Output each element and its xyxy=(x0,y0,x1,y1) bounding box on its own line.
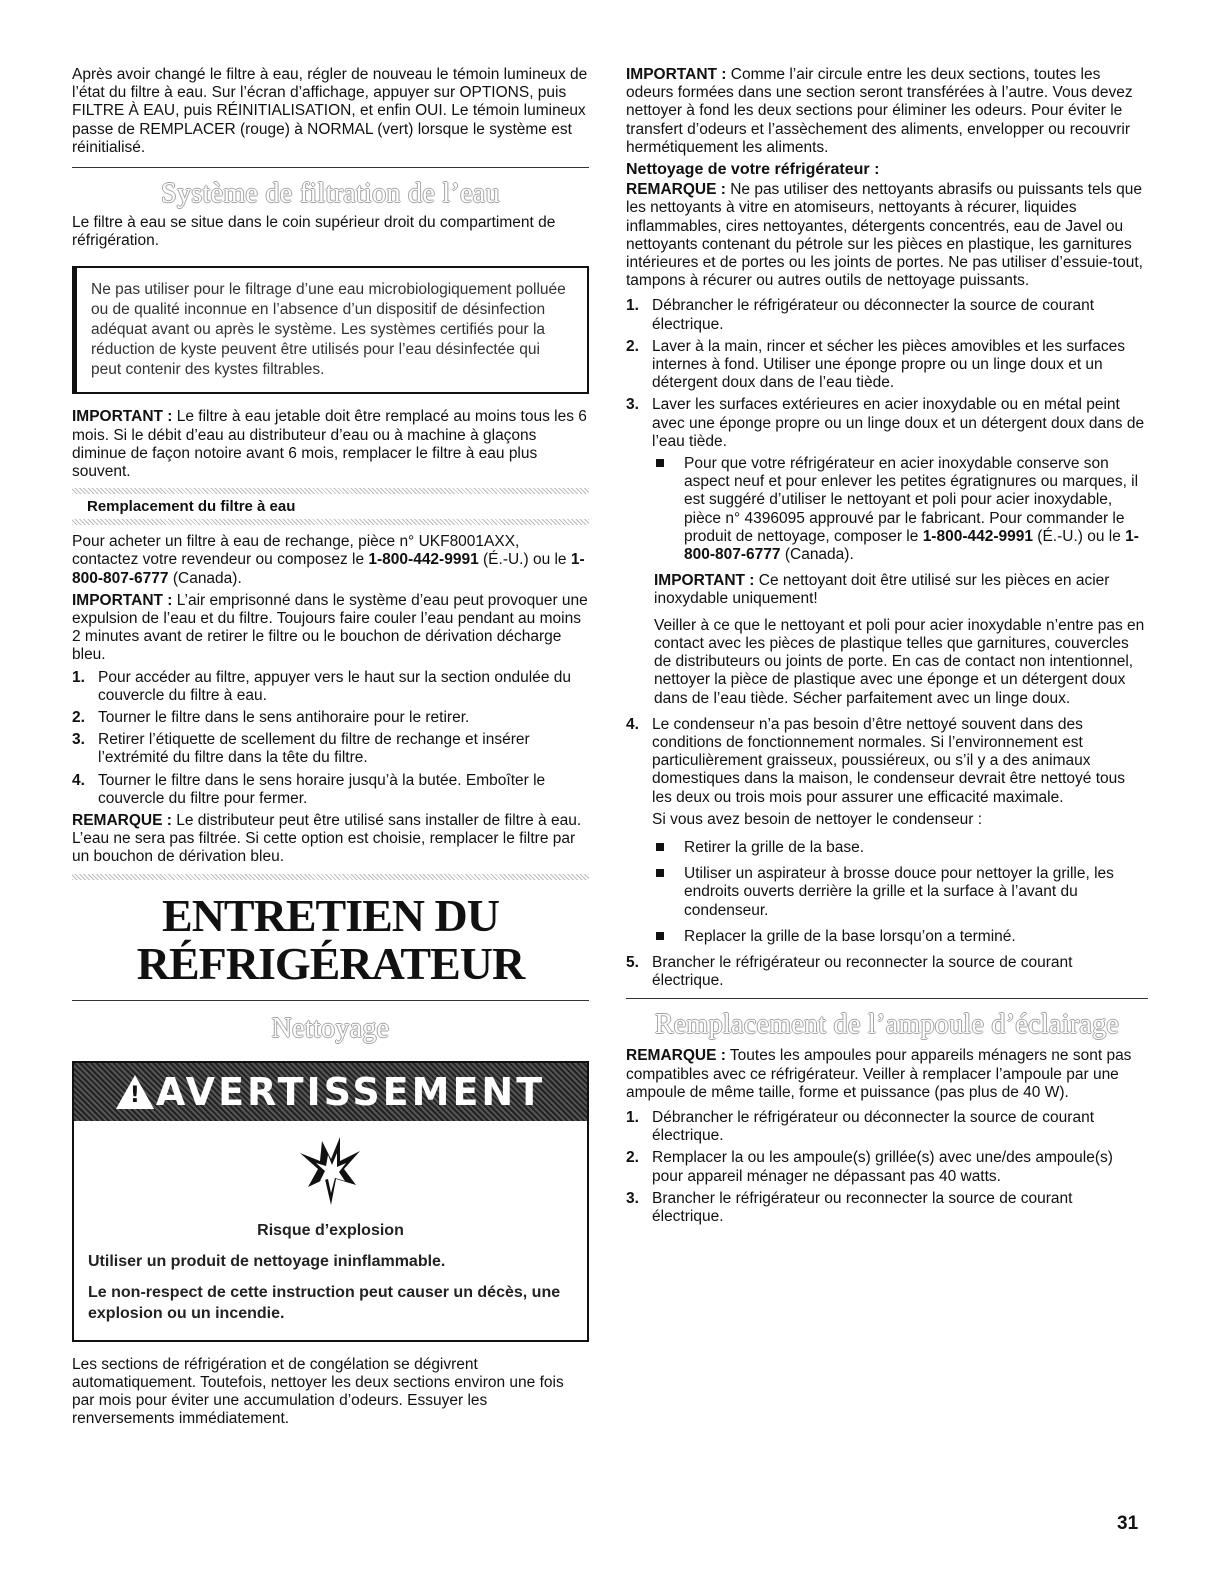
list-item xyxy=(72,669,589,705)
list-item xyxy=(626,839,1148,857)
remark-text: Toutes les ampoules pour appareils ménagers ne sont pas compatibles avec ce réfrigérateur. Veiller à remplacer l’ampoule par une ampoule de même taille, forme et puissance (pas plus de 40 W). xyxy=(626,1047,1132,1101)
caution-paragraph: Veiller à ce que le nettoyant et poli pour acier inoxydable n’entre pas en contact avec les pièces de plastique telles que garnitures, couvercles de distributeurs ou joints de porte. En cas de contact non intentionnel, nettoyer la pièce de plastique avec une éponge et un détergent doux dans de l’eau tiède. Sécher parfaitement avec un linge doux. xyxy=(654,616,1145,707)
bulb-heading: Remplacement de l’ampoule d’éclairage xyxy=(654,1009,1120,1041)
bullet-square-icon xyxy=(656,932,664,940)
remark-text: Ne pas utiliser des nettoyants abrasifs ou puissants tels que les nettoyants à vitre en atomiseurs, nettoyants à récurer, liquides inflammables, cires nettoyantes, détergents concentrés, eau de Javel ou nettoyants contenant du pétrole sur les pièces en plastique, les garnitures intérieures et de portes ou les joints de portes. Ne pas utiliser d’essuie-tout, tampons à récurer ou autres outils de nettoyage puissants. xyxy=(626,181,1143,290)
filtration-notice-box xyxy=(72,266,589,394)
step-number: 2. xyxy=(72,709,85,727)
step-number: 3. xyxy=(626,1189,639,1207)
phone-us: 1-800-442-9991 xyxy=(368,551,479,569)
step-text: Tourner le filtre dans le sens horaire jusqu’à la butée. Emboîter le couvercle du filtre pour fermer. xyxy=(98,771,546,807)
bullet-square-icon xyxy=(656,869,664,877)
step-number: 4. xyxy=(72,771,85,789)
step-text: Laver les surfaces extérieures en acier inoxydable ou en métal peint avec une éponge propre ou un linge doux et un détergent doux dans de l’eau tiède. xyxy=(652,396,1145,450)
list-item xyxy=(72,709,589,727)
step-text: Pour accéder au filtre, appuyer vers le haut sur la section ondulée du couvercle du filtre à eau. xyxy=(98,668,572,704)
important-text: Comme l’air circule entre les deux sections, toutes les odeurs formées dans une section seront transférées à l’autre. Vous devez nettoyer à fond les deux sections pour éliminer les odeurs. Pour éviter le transfert d’odeurs et l’assèchement des aliments, envelopper ou recouvrir hermétiquement les aliments. xyxy=(626,66,1133,156)
warning-risk: Risque d’explosion xyxy=(257,1221,404,1239)
title-line: ENTRETIEN DU xyxy=(162,889,499,941)
warning-header xyxy=(74,1063,587,1121)
important-steel-paragraph xyxy=(626,572,1148,608)
cleaning-heading: Nettoyage xyxy=(271,1012,390,1044)
step-number: 1. xyxy=(72,668,85,686)
step-text: Débrancher le réfrigérateur ou déconnecter la source de courant électrique. xyxy=(652,297,1095,333)
list-item xyxy=(626,396,1148,451)
step-text: Tourner le filtre dans le sens antihoraire pour le retirer. xyxy=(98,709,470,727)
warning-triangle-icon: ! xyxy=(116,1075,154,1109)
phone-canada: 1-800-807-6777 xyxy=(72,551,585,587)
hatch-divider xyxy=(72,874,589,880)
important-filter-paragraph xyxy=(72,408,589,481)
step-number: 1. xyxy=(626,1108,639,1126)
warning-line: Le non-respect de cette instruction peut causer un décès, une explosion ou un incendie. xyxy=(88,1283,561,1322)
intro-paragraph: Après avoir changé le filtre à eau, régler de nouveau le témoin lumineux de l’état du filtre à eau. Sur l’écran d’affichage, appuyer sur OPTIONS, puis FILTRE À EAU, puis RÉINITIALISATION, et enfin OUI. Le témoin lumineux passe de REMPLACER (rouge) à NORMAL (vert) lorsque le système est réinitialisé. xyxy=(72,66,588,156)
filtration-notice-text: Ne pas utiliser pour le filtrage d’une eau microbiologiquement polluée ou de qualité inconnue en l’absence d’un dispositif de désinfection adéquat avant ou après le système. Les systèmes certifiés pour la réduction de kyste peuvent être utilisés pour l’eau désinfectée qui peut contenir des kystes filtrables. xyxy=(91,281,566,379)
step-text: Le condenseur n’a pas besoin d’être nettoyé souvent dans des conditions de fonctionnement normales. Si l’environnement est particulièrement graisseux, poussiéreux, ou s’il y a des animaux domestiques dans la maison, le condenseur devrait être nettoyé tous les deux ou trois mois pour assurer une efficacité maximale. xyxy=(652,715,1126,806)
divider xyxy=(626,998,1148,999)
hatch-divider xyxy=(72,519,589,525)
warning-title: AVERTISSEMENT xyxy=(155,1069,546,1114)
warning-box xyxy=(72,1061,589,1342)
left-column xyxy=(72,66,589,1429)
cleaning-steps-end xyxy=(626,954,1148,990)
divider xyxy=(72,167,589,168)
remark-label: REMARQUE : xyxy=(626,1047,726,1065)
bullet-text: (É.-U.) ou le xyxy=(1033,527,1126,545)
list-item xyxy=(626,1149,1148,1185)
warning-body xyxy=(74,1121,587,1340)
step-number: 2. xyxy=(626,1149,639,1167)
important-label: IMPORTANT : xyxy=(72,591,173,609)
condenser-intro: Si vous avez besoin de nettoyer le condenseur : xyxy=(652,810,983,828)
purchase-text: (É.-U.) ou le xyxy=(478,551,571,569)
step-number: 5. xyxy=(626,953,639,971)
bullet-square-icon xyxy=(656,459,664,467)
remark-paragraph xyxy=(626,181,1148,290)
step-text: Débrancher le réfrigérateur ou déconnecter la source de courant électrique. xyxy=(652,1108,1095,1145)
page-number: 31 xyxy=(1117,1513,1139,1534)
remark-text: Le distributeur peut être utilisé sans installer de filtre à eau. L’eau ne sera pas filtrée. Si cette option est choisie, remplacer le filtre par un bouchon de dérivation bleu. xyxy=(72,812,582,866)
step-text: Brancher le réfrigérateur ou reconnecter la source de courant électrique. xyxy=(652,1189,1073,1225)
divider xyxy=(72,1000,589,1001)
remark-paragraph xyxy=(72,812,589,867)
important-odors-paragraph xyxy=(626,66,1148,157)
step-number: 3. xyxy=(626,396,639,414)
step-text: Remplacer la ou les ampoule(s) grillée(s) avec une/des ampoule(s) pour appareil ménager ne dépassant pas 40 watts. xyxy=(652,1149,1113,1185)
bullet-text: (Canada). xyxy=(780,546,854,564)
bullet-text: Pour que votre réfrigérateur en acier inoxydable conserve son aspect neuf et pour enlever les petites égratignures ou marques, il est suggéré d’utiliser le nettoyant et poli pour acier inoxydable, pièce n° 4396095 approuvé par le fabricant. Pour commander le produit de nettoyage, composer le xyxy=(684,455,1139,545)
step-text: Laver à la main, rincer et sécher les pièces amovibles et les surfaces internes à fond. Utiliser une éponge propre ou un linge doux et un détergent doux dans de l’eau tiède. xyxy=(652,337,1125,392)
step-number: 4. xyxy=(626,715,639,733)
list-item xyxy=(626,1190,1148,1226)
bullet-square-icon xyxy=(656,843,664,851)
important-label: IMPORTANT : xyxy=(626,66,727,83)
list-item xyxy=(626,716,1148,807)
phone-us: 1-800-442-9991 xyxy=(922,527,1033,545)
cleaning-steps xyxy=(626,297,1148,451)
list-item xyxy=(626,954,1148,990)
phone-canada: 1-800-807-6777 xyxy=(684,527,1139,564)
purchase-paragraph xyxy=(72,533,589,588)
bullet-text: Utiliser un aspirateur à brosse douce pour nettoyer la grille, les endroits ouverts derrière la grille et la surface à l’avant du condenseur. xyxy=(684,865,1114,919)
filtration-heading: Système de filtration de l’eau xyxy=(161,178,500,210)
right-column xyxy=(626,66,1148,1230)
important-text: L’air emprisonné dans le système d’eau peut provoquer une expulsion de l’eau et du filtre. Toujours faire couler l’eau pendant au moins 2 minutes avant de retirer le filtre ou le bouchon de dérivation décharge bleu. xyxy=(72,591,588,664)
step-text: Brancher le réfrigérateur ou reconnecter la source de courant électrique. xyxy=(652,953,1073,990)
step-number: 3. xyxy=(72,731,85,749)
cleaning-subhead: Nettoyage de votre réfrigérateur : xyxy=(626,161,880,179)
important-text: Ce nettoyant doit être utilisé sur les pièces en acier inoxydable uniquement! xyxy=(654,572,1110,608)
section-title xyxy=(72,889,589,989)
remark-label: REMARQUE : xyxy=(72,812,172,830)
step-number: 1. xyxy=(626,297,639,315)
remark-label: REMARQUE : xyxy=(626,181,726,199)
important-label: IMPORTANT : xyxy=(654,572,755,590)
list-item xyxy=(72,731,589,767)
list-item xyxy=(626,297,1148,333)
filtration-text: Le filtre à eau se situe dans le coin supérieur droit du compartiment de réfrigération. xyxy=(72,214,556,250)
bulb-remark-paragraph xyxy=(626,1047,1148,1102)
filter-steps xyxy=(72,669,589,808)
bullet-text: Retirer la grille de la base. xyxy=(684,838,865,856)
list-item xyxy=(626,455,1148,564)
step-number: 2. xyxy=(626,337,639,355)
closing-paragraph: Les sections de réfrigération et de congélation se dégivrent automatiquement. Toutefois, nettoyer les deux sections environ une fois par mois pour éviter une accumulation d’odeurs. Essuyer les renversements immédiatement. xyxy=(72,1355,564,1428)
list-item xyxy=(626,338,1148,393)
explosion-icon xyxy=(88,1135,573,1212)
purchase-text: Pour acheter un filtre à eau de rechange, pièce n° UKF8001AXX, contactez votre revendeur ou composez le xyxy=(72,533,520,569)
bulb-steps xyxy=(626,1109,1148,1226)
replacement-subhead: Remplacement du filtre à eau xyxy=(87,498,296,516)
list-item xyxy=(626,928,1148,946)
steel-bullets xyxy=(626,455,1148,564)
important-text: Le filtre à eau jetable doit être remplacé au moins tous les 6 mois. Si le débit d’eau au distributeur d’eau ou à machine à glaçons diminue de façon notoire avant 6 mois, remplacer le filtre à eau plus souvent. xyxy=(72,408,587,481)
bullet-text: Replacer la grille de la base lorsqu’on a terminé. xyxy=(684,927,1016,945)
step-text: Retirer l’étiquette de scellement du filtre de rechange et insérer l’extrémité du filtre dans la tête du filtre. xyxy=(98,731,530,767)
list-item xyxy=(72,772,589,808)
important-label: IMPORTANT : xyxy=(72,408,173,426)
purchase-text: (Canada). xyxy=(168,569,242,587)
list-item xyxy=(626,1109,1148,1145)
condenser-bullets xyxy=(626,839,1148,946)
title-line: RÉFRIGÉRATEUR xyxy=(136,937,525,989)
important-air-paragraph xyxy=(72,592,589,665)
cleaning-steps-cont xyxy=(626,716,1148,807)
warning-line: Utiliser un produit de nettoyage ininflammable. xyxy=(88,1252,446,1270)
list-item xyxy=(626,865,1148,920)
